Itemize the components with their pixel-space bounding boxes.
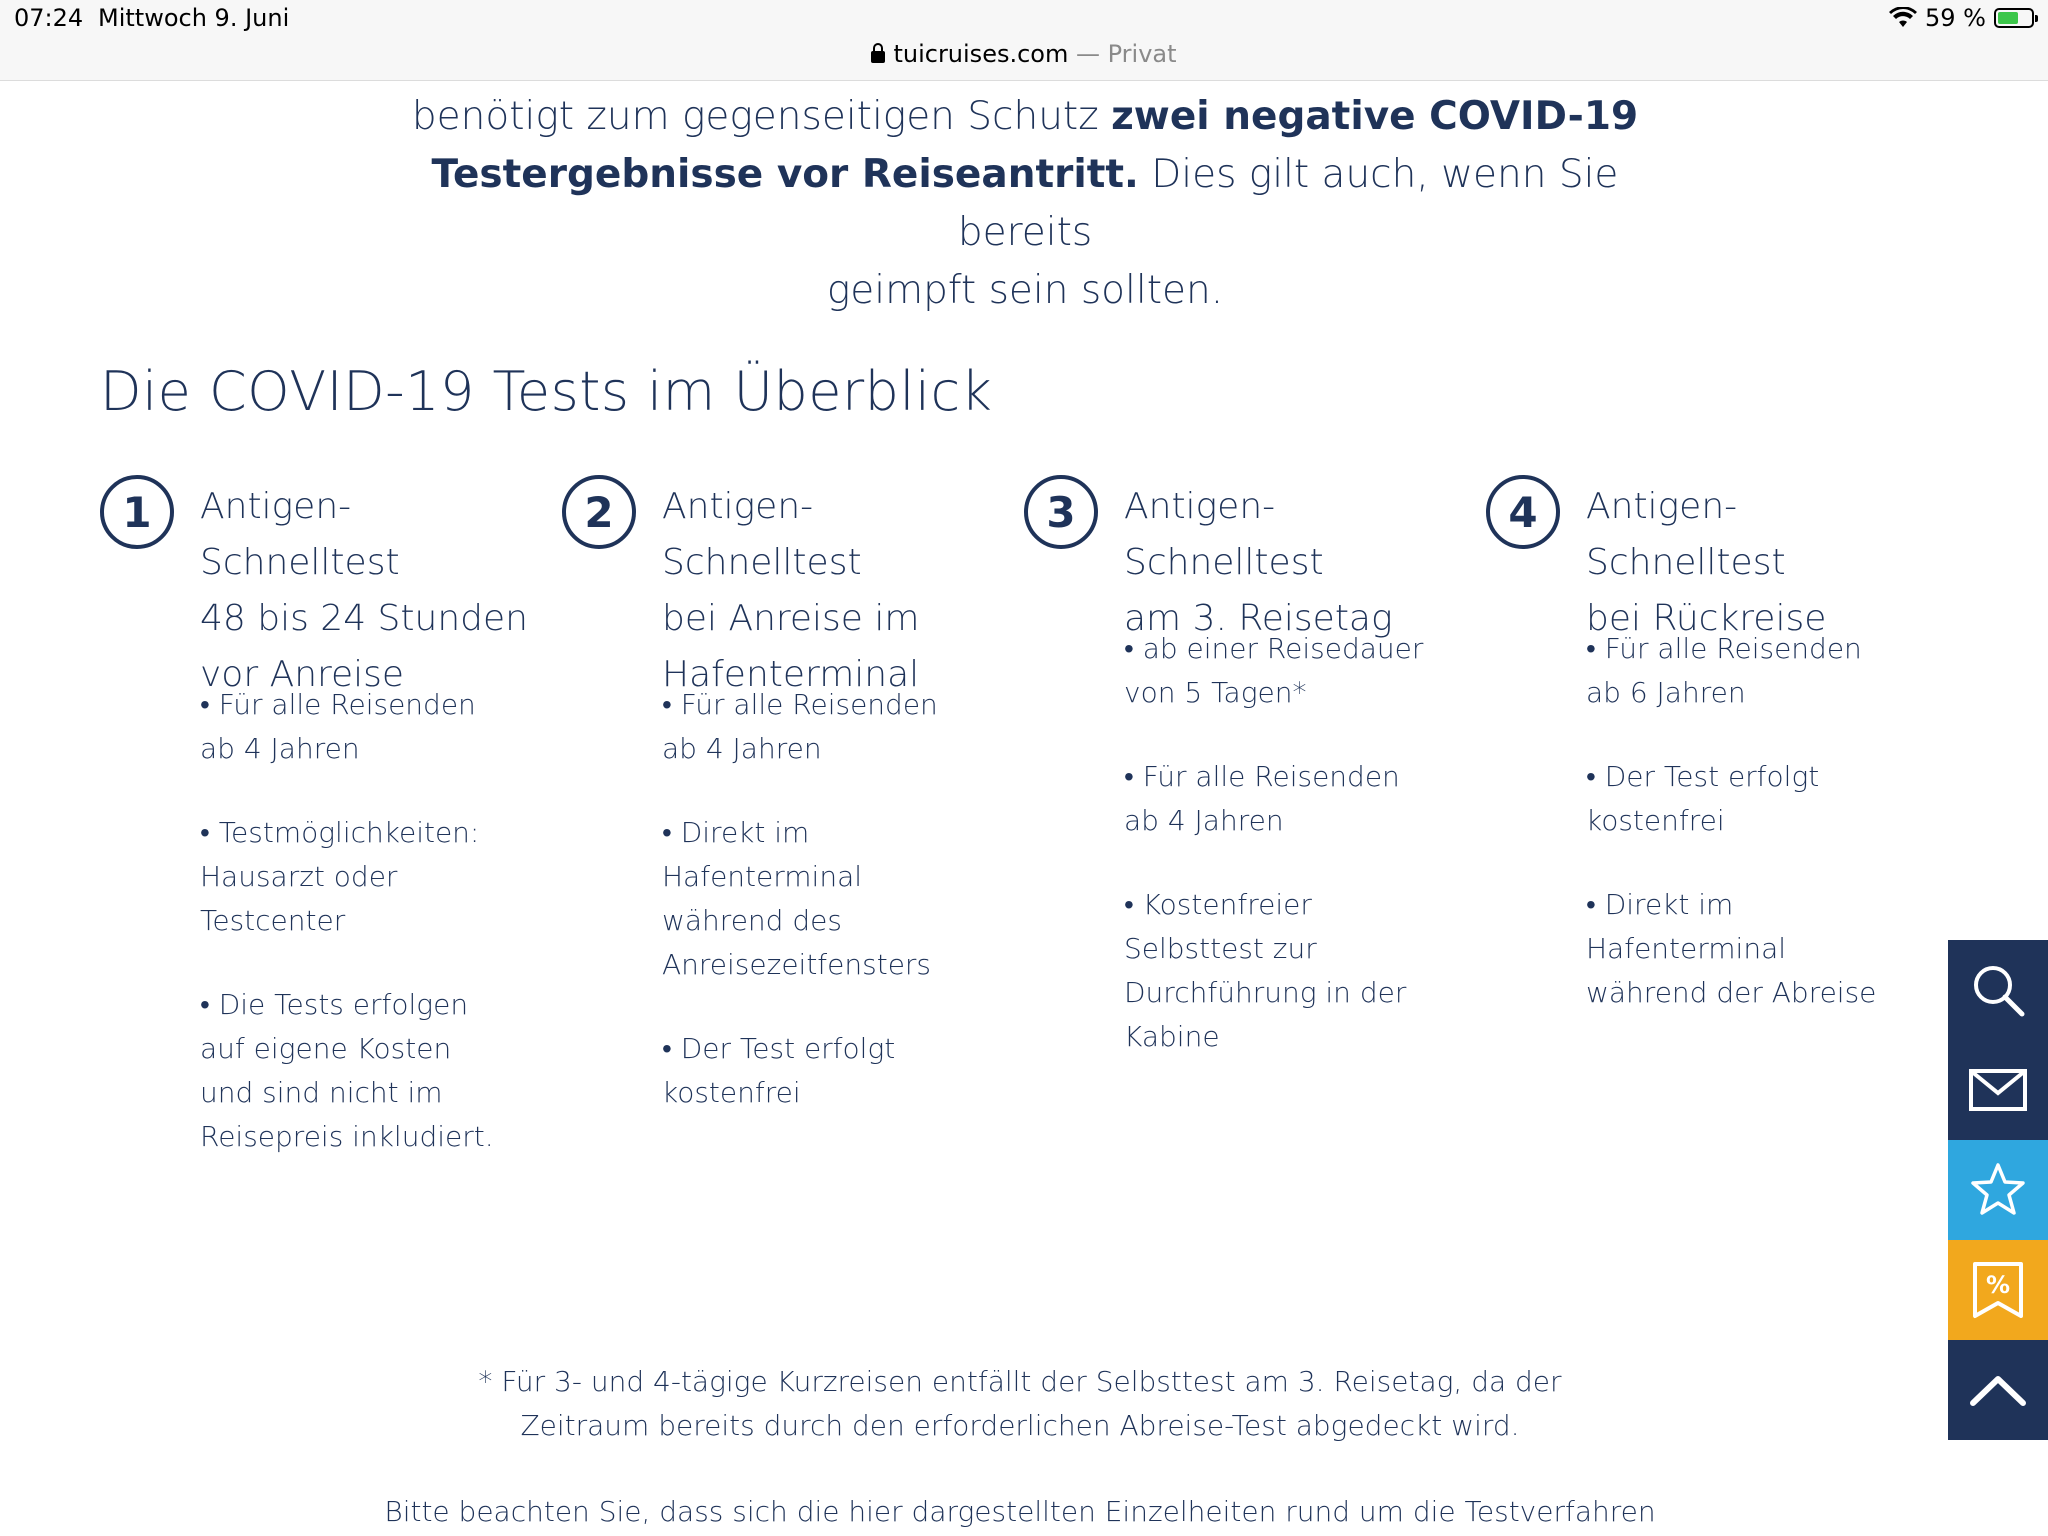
list-item: • ab einer Reisedauer von 5 Tagen*	[1124, 627, 1434, 715]
list-item: • Für alle Reisenden ab 4 Jahren	[200, 683, 510, 771]
battery-icon	[1994, 8, 2034, 28]
star-icon	[1970, 1162, 2026, 1218]
search-button[interactable]	[1948, 940, 2048, 1040]
section-title: Die COVID-19 Tests im Überblick	[100, 360, 993, 423]
step-title: Antigen-Schnelltest bei Anreise im Hafenterminal	[662, 486, 920, 695]
step-bullets	[1124, 627, 1434, 1099]
status-indicators	[1889, 4, 2034, 32]
lock-icon	[871, 51, 885, 63]
mail-icon	[1969, 1069, 2027, 1111]
list-item: • Für alle Reisenden ab 4 Jahren	[1124, 755, 1434, 843]
step-title: Antigen-Schnelltest am 3. Reisetag	[1124, 486, 1393, 639]
step-number-badge: 1	[100, 475, 174, 549]
offers-button[interactable]	[1948, 1240, 2048, 1340]
chevron-up-icon	[1969, 1373, 2027, 1407]
list-item: • Der Test erfolgt kostenfrei	[1586, 755, 1896, 843]
intro-bold: Testergebnisse vor Reiseantritt.	[431, 152, 1139, 197]
list-item: • Für alle Reisenden ab 6 Jahren	[1586, 627, 1896, 715]
step-title: Antigen-Schnelltest bei Rückreise	[1586, 486, 1827, 639]
step-number-badge: 3	[1024, 475, 1098, 549]
step-number-badge: 2	[562, 475, 636, 549]
svg-text:%: %	[1985, 1271, 2011, 1299]
search-icon	[1969, 961, 2027, 1019]
step-bullets	[1586, 627, 1896, 1055]
wifi-icon	[1889, 7, 1917, 29]
favorites-button[interactable]	[1948, 1140, 2048, 1240]
address-bar[interactable]	[0, 40, 2048, 68]
url-text: tuicruises.com	[893, 40, 1069, 68]
list-item: • Für alle Reisenden ab 4 Jahren	[662, 683, 972, 771]
intro-paragraph	[380, 88, 1670, 320]
status-time: 07:24	[14, 4, 84, 32]
intro-text: geimpft sein sollten.	[826, 268, 1224, 313]
percent-tag-icon	[1972, 1261, 2024, 1319]
mail-button[interactable]	[1948, 1040, 2048, 1140]
intro-text: benötigt zum gegenseitigen Schutz	[411, 94, 1112, 139]
scroll-top-button[interactable]	[1948, 1340, 2048, 1440]
list-item: • Die Tests erfolgen auf eigene Kosten und sind nicht im Reisepreis inkludiert.	[200, 983, 510, 1159]
list-item: • Direkt im Hafenterminal während des Anreisezeitfensters	[662, 811, 972, 987]
list-item: • Kostenfreier Selbsttest zur Durchführung in der Kabine	[1124, 883, 1434, 1059]
intro-text: Dies gilt auch, wenn Sie bereits	[957, 152, 1619, 255]
battery-percent: 59 %	[1925, 4, 1986, 32]
step-title: Antigen-Schnelltest 48 bis 24 Stunden vor Anreise	[200, 486, 528, 695]
list-item: • Der Test erfolgt kostenfrei	[662, 1027, 972, 1115]
private-label: — Privat	[1075, 40, 1177, 68]
step-bullets	[200, 683, 510, 1199]
list-item: • Direkt im Hafenterminal während der Abreise	[1586, 883, 1896, 1015]
ios-status-bar	[0, 0, 2048, 81]
notice-text: Bitte beachten Sie, dass sich die hier dargestellten Einzelheiten rund um die Testverfahren	[384, 1495, 1656, 1528]
step-bullets	[662, 683, 972, 1155]
intro-bold: zwei negative COVID-19	[1111, 94, 1639, 139]
floating-action-bar	[1948, 940, 2048, 1440]
status-date: Mittwoch 9. Juni	[98, 4, 290, 32]
footnote: * Für 3- und 4-tägige Kurzreisen entfällt der Selbsttest am 3. Reisetag, da der Zeitraum bereits durch den erforderlichen Abreise-Test abgedeckt wird.	[478, 1365, 1562, 1442]
step-number-badge: 4	[1486, 475, 1560, 549]
list-item: • Testmöglichkeiten: Hausarzt oder Testcenter	[200, 811, 510, 943]
